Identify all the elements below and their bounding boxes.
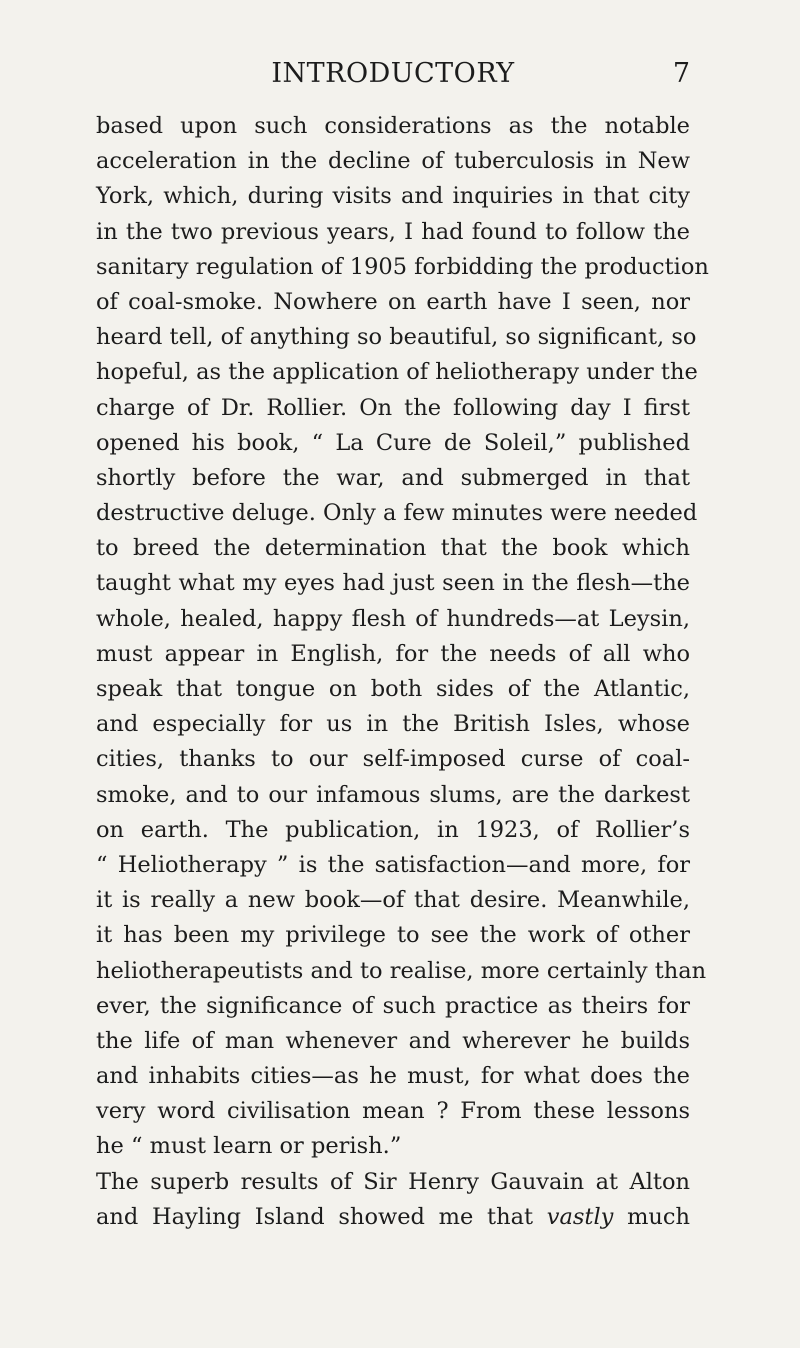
text-line: it is really a new book—of that desire. Meanwhile,: [96, 887, 690, 914]
text-line: destructive deluge. Only a few minutes were needed: [96, 500, 698, 527]
emphasized-word: vastly: [546, 1203, 614, 1230]
chapter-title: INTRODUCTORY: [271, 58, 515, 89]
text-line: hopeful, as the application of heliotherapy under the: [96, 359, 698, 386]
text-line: acceleration in the decline of tuberculosis in New: [96, 148, 690, 175]
page-number: 7: [672, 58, 690, 89]
text-line: of coal-smoke. Nowhere on earth have I seen, nor: [96, 288, 690, 315]
text-line: cities, thanks to our self-imposed curse of coal-: [96, 746, 690, 773]
text-line: opened his book, “ La Cure de Soleil,” published: [96, 429, 690, 456]
text-line: in the two previous years, I had found to follow the: [96, 218, 690, 245]
text-line: smoke, and to our infamous slums, are the darkest: [96, 781, 690, 808]
text-line: speak that tongue on both sides of the Atlantic,: [96, 676, 690, 702]
text-line: ever, the significance of such practice as theirs for: [96, 992, 690, 1019]
text-line: heard tell, of anything so beautiful, so significant, so: [96, 324, 697, 351]
text-line: based upon such considerations as the notable: [96, 113, 690, 139]
text-line: and especially for us in the British Isles, whose: [96, 711, 690, 738]
text-line: The superb results of Sir Henry Gauvain at Alton: [96, 1168, 690, 1195]
text-fragment: much: [613, 1203, 690, 1230]
text-line: heliotherapeutists and to realise, more certainly than: [96, 957, 707, 984]
text-line: sanitary regulation of 1905 forbidding the production: [96, 253, 709, 280]
text-line-final: [96, 1200, 690, 1235]
body-text: [96, 109, 709, 1235]
text-line: to breed the determination that the book which: [96, 535, 690, 562]
text-line: he “ must learn or perish.”: [96, 1133, 402, 1160]
text-line: it has been my privilege to see the work of other: [96, 922, 690, 949]
text-line: must appear in English, for the needs of all who: [96, 640, 690, 667]
text-line: on earth. The publication, in 1923, of Rollier’s: [96, 816, 690, 843]
text-line: and inhabits cities—as he must, for what does the: [96, 1063, 690, 1090]
text-line: the life of man whenever and wherever he builds: [96, 1027, 690, 1054]
running-header: [96, 54, 690, 94]
text-line: whole, healed, happy flesh of hundreds—at Leysin,: [96, 605, 690, 632]
text-line: charge of Dr. Rollier. On the following day I first: [96, 394, 690, 421]
text-line: York, which, during visits and inquiries in that city: [96, 183, 690, 210]
text-line: taught what my eyes had just seen in the flesh—the: [96, 570, 690, 597]
text-line: “ Heliotherapy ” is the satisfaction—and more, for: [96, 851, 690, 878]
text-line: shortly before the war, and submerged in that: [96, 464, 690, 491]
text-line: very word civilisation mean ? From these lessons: [96, 1098, 690, 1125]
text-fragment: and Hayling Island showed me that: [96, 1203, 547, 1230]
